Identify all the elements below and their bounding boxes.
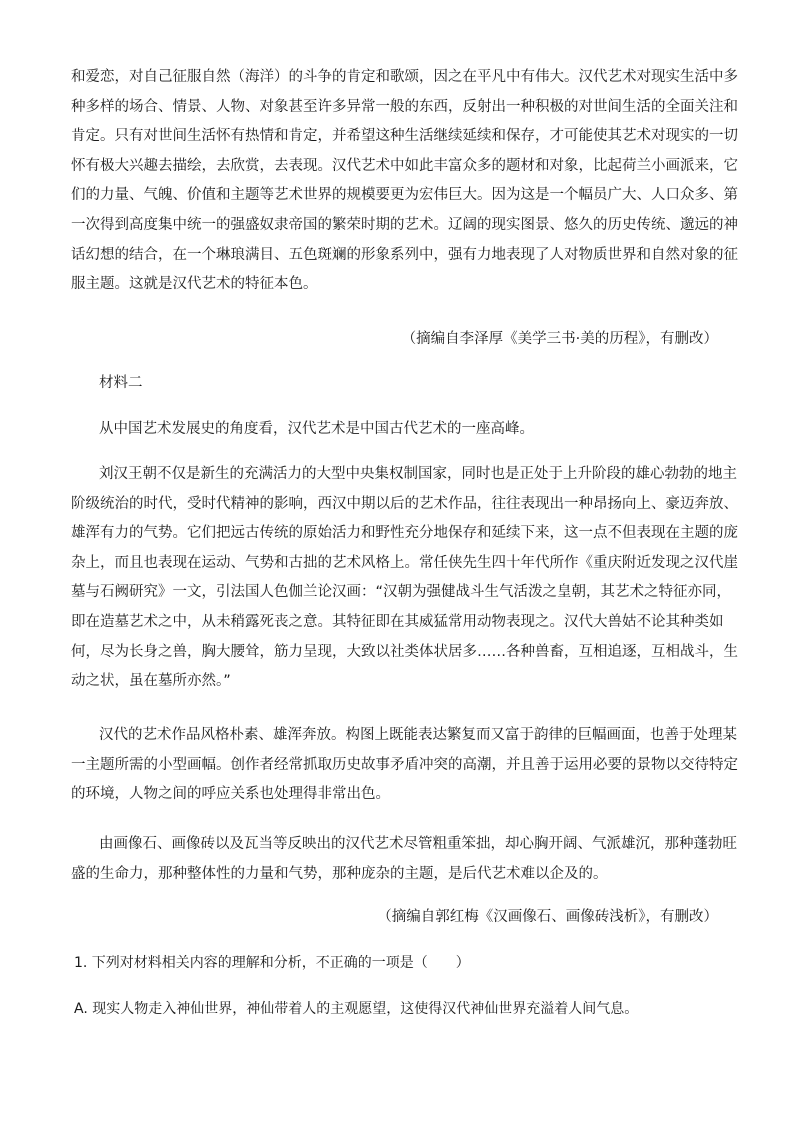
paragraph — [71, 830, 737, 889]
source-citation: （摘编自李泽厚《美学三书·美的历程》，有删改） — [401, 331, 718, 347]
text-line: 即在造墓艺术之中，从未稍露死丧之意。其特征即在其威猛常用动物表现之。汉代大兽姑不论其种类如 — [71, 613, 724, 630]
source-citation: （摘编自郭红梅《汉画像石、画像砖浅析》，有删改） — [377, 909, 718, 925]
text-line: 一主题所需的小型画幅。创作者经常抓取历史故事矛盾冲突的高潮，并且善于运用必要的景物以交待特定 — [71, 756, 738, 773]
paragraph-material1-end — [71, 63, 738, 300]
text-line: 由画像石、画像砖以及瓦当等反映出的汉代艺术尽管粗重笨拙，却心胸开阔、气派雄沉，那种蓬勃旺 — [99, 836, 737, 852]
text-line: 墓与石阙研究》一文，引法国人色伽兰论汉画：“汉朝为强健战斗生气活泼之皇朝，其艺术之特征亦同， — [71, 584, 732, 601]
text-line: 们的力量、气魄、价值和主题等艺术世界的规模要更为宏伟巨大。因为这是一个幅员广大、人口众多、第 — [71, 187, 738, 204]
text-line: 动之状，虽在墓所亦然。” — [71, 673, 231, 690]
text-line: 话幻想的结合，在一个琳琅满目、五色斑斓的形象系列中，强有力地表现了人对物质世界和自然对象的征 — [71, 246, 738, 263]
text-line: 雄浑有力的气势。它们把远古传统的原始活力和野性充分地保存和延续下来，这一点不但表现在主题的庞 — [71, 525, 738, 542]
paragraph — [71, 721, 738, 810]
question-stem: 1. 下列对材料相关内容的理解和分析，不正确的一项是（ ） — [74, 955, 470, 971]
text-line: 刘汉王朝不仅是新生的充满活力的大型中央集权制国家，同时也是正处于上升阶段的雄心勃勃的地主 — [99, 466, 737, 482]
text-line: 肯定。只有对世间生活怀有热情和肯定，并希望这种生活继续延续和保存，才可能使其艺术对现实的一切 — [71, 128, 738, 145]
material-heading: 材料二 — [99, 375, 143, 391]
text-line: 和爱恋，对自己征服自然（海洋）的斗争的肯定和歌颂，因之在平凡中有伟大。汉代艺术对现实生活中多 — [71, 69, 738, 85]
answer-option-a: A. 现实人物走入神仙世界，神仙带着人的主观愿望，这使得汉代神仙世界充溢着人间气息。 — [74, 1001, 639, 1017]
text-line: 的环境，人物之间的呼应关系也处理得非常出色。 — [71, 786, 390, 803]
text-line: 阶级统治的时代，受时代精神的影响，西汉中期以后的艺术作品，往往表现出一种昂扬向上、豪迈奔放、 — [71, 495, 738, 512]
paragraph — [71, 415, 719, 445]
text-line: 一次得到高度集中统一的强盛奴隶帝国的繁荣时期的艺术。辽阔的现实图景、悠久的历史传统、邈远的神 — [71, 216, 738, 233]
text-line: 盛的生命力，那种整体性的力量和气势，那种庞杂的主题，是后代艺术难以企及的。 — [71, 865, 608, 882]
text-line: 怀有极大兴趣去描绘，去欣赏，去表现。汉代艺术中如此丰富众多的题材和对象，比起荷兰小画派来，它 — [71, 157, 738, 174]
text-line: 何，尽为长身之兽，胸大腰耸，筋力呈现，大致以社类体状居多……各种兽畜，互相追逐，互相战斗，生 — [71, 643, 738, 660]
text-line: 种多样的场合、情景、人物、对象甚至许多异常一般的东西，反射出一种积极的对世间生活的全面关注和 — [71, 98, 738, 115]
text-line: 服主题。这就是汉代艺术的特征本色。 — [71, 276, 318, 293]
text-line: 汉代的艺术作品风格朴素、雄浑奔放。构图上既能表达繁复而又富于韵律的巨幅画面，也善于处理某 — [99, 727, 737, 743]
paragraph — [71, 460, 738, 697]
text-line: 杂上，而且也表现在运动、气势和古拙的艺术风格上。常任侠先生四十年代所作《重庆附近发现之汉代崖 — [71, 554, 738, 571]
text-line: 从中国艺术发展史的角度看，汉代艺术是中国古代艺术的一座高峰。 — [99, 421, 534, 437]
